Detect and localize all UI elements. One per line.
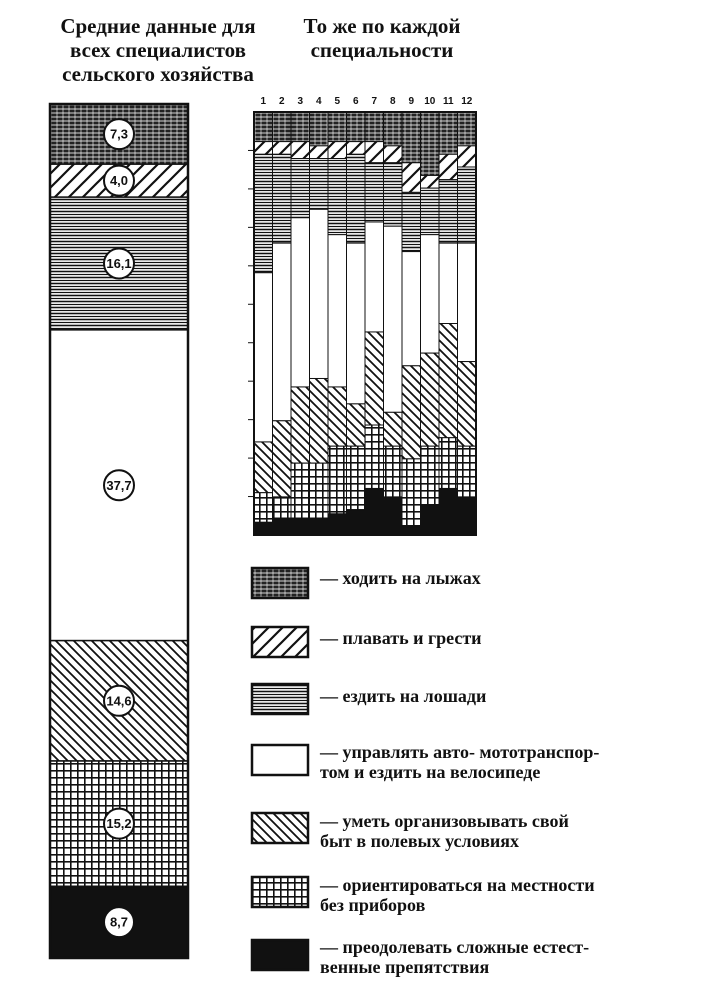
specialty-11-segment-camp: [439, 324, 458, 438]
specialty-2-segment-horse: [273, 154, 292, 243]
specialty-1-segment-orient: [254, 493, 273, 523]
specialty-10-segment-orient: [421, 446, 440, 505]
specialty-11-segment-swim: [439, 154, 458, 179]
specialty-11-segment-ski: [439, 112, 458, 154]
specialty-9-segment-camp: [402, 366, 421, 459]
specialty-5-segment-horse: [328, 159, 347, 235]
specialty-3-segment-swim: [291, 142, 310, 159]
specialty-9-segment-horse: [402, 192, 421, 251]
specialty-2-segment-swim: [273, 142, 292, 155]
specialty-12-segment-swim: [458, 146, 477, 167]
legend-swatch-camp: [252, 813, 308, 843]
specialty-12-segment-ski: [458, 112, 477, 146]
legend-label-orient: — ориентироваться на местности: [320, 875, 595, 895]
specialty-number-4: 4: [315, 96, 322, 107]
specialty-9-segment-ski: [402, 112, 421, 163]
specialty-11-segment-drive: [439, 243, 458, 323]
specialty-11-segment-obst: [439, 488, 458, 535]
legend-swatch-swim: [252, 627, 308, 657]
specialty-1-segment-horse: [254, 154, 273, 272]
legend-swatch-drive: [252, 745, 308, 775]
specialty-number-2: 2: [278, 96, 285, 107]
specialty-4-segment-swim: [310, 146, 329, 159]
specialty-5-segment-swim: [328, 142, 347, 159]
specialty-2-segment-drive: [273, 243, 292, 421]
legend-swatch-orient: [252, 877, 308, 907]
legend-swatch-horse: [252, 684, 308, 714]
specialty-4-segment-drive: [310, 209, 329, 378]
left-chart-title: Средние данные для всех специалистов сельского хозяйства: [60, 14, 256, 86]
specialty-1-segment-drive: [254, 273, 273, 442]
specialty-number-12: 12: [461, 96, 473, 107]
legend-label-drive-line2: том и ездить на велосипеде: [320, 762, 541, 782]
specialty-8-segment-camp: [384, 412, 403, 446]
specialty-3-segment-obst: [291, 518, 310, 535]
specialty-number-3: 3: [297, 96, 304, 107]
specialty-number-10: 10: [424, 96, 436, 107]
specialty-7-segment-obst: [365, 488, 384, 535]
specialty-5-segment-drive: [328, 235, 347, 387]
specialty-5-segment-obst: [328, 514, 347, 535]
specialty-6-segment-ski: [347, 112, 366, 142]
specialty-10-segment-horse: [421, 188, 440, 235]
specialty-7-segment-camp: [365, 332, 384, 425]
specialty-12-segment-orient: [458, 446, 477, 497]
specialty-6-segment-orient: [347, 446, 366, 509]
specialty-7-segment-ski: [365, 112, 384, 142]
specialty-1-segment-obst: [254, 522, 273, 535]
specialty-number-11: 11: [442, 96, 454, 107]
specialty-2-segment-obst: [273, 518, 292, 535]
specialty-1-segment-ski: [254, 112, 273, 142]
specialty-9-segment-drive: [402, 252, 421, 366]
specialty-8-segment-drive: [384, 226, 403, 412]
specialty-10-segment-drive: [421, 235, 440, 353]
specialty-4-segment-ski: [310, 112, 329, 146]
average-label-ski: 7,3: [109, 126, 129, 142]
legend-label-orient-line2: без приборов: [320, 895, 426, 915]
legend-swatch-obst: [252, 940, 308, 970]
specialty-3-segment-ski: [291, 112, 310, 142]
specialty-12-segment-horse: [458, 167, 477, 243]
specialty-number-7: 7: [371, 96, 378, 107]
specialty-number-1: 1: [260, 96, 267, 107]
specialty-7-segment-swim: [365, 142, 384, 163]
average-label-swim: 4,0: [109, 173, 129, 189]
specialty-11-segment-orient: [439, 438, 458, 489]
specialty-12-segment-obst: [458, 497, 477, 535]
specialty-9-segment-swim: [402, 163, 421, 193]
specialty-6-segment-drive: [347, 243, 366, 404]
specialty-9-segment-orient: [402, 459, 421, 527]
specialty-stacked-bars: [248, 96, 476, 535]
specialty-6-segment-camp: [347, 404, 366, 446]
specialty-number-6: 6: [352, 96, 359, 107]
legend-label-camp-line2: быт в полевых условиях: [320, 831, 520, 851]
average-label-drive: 37,7: [106, 477, 132, 493]
legend-label-obst-line2: венные препятствия: [320, 957, 490, 977]
specialty-7-segment-horse: [365, 163, 384, 222]
right-chart-title: То же по каждой специальности: [303, 14, 461, 62]
average-label-camp: 14,6: [106, 693, 132, 709]
specialty-3-segment-horse: [291, 159, 310, 218]
specialty-8-segment-ski: [384, 112, 403, 146]
specialty-3-segment-drive: [291, 218, 310, 387]
specialty-10-segment-swim: [421, 175, 440, 188]
legend-label-swim: — плавать и грести: [320, 628, 482, 648]
specialty-10-segment-obst: [421, 505, 440, 535]
specialty-9-segment-obst: [402, 527, 421, 535]
specialty-7-segment-orient: [365, 425, 384, 488]
legend-label-ski: — ходить на лыжах: [320, 568, 481, 588]
specialty-8-segment-horse: [384, 163, 403, 226]
specialty-4-segment-horse: [310, 159, 329, 210]
specialty-5-segment-orient: [328, 446, 347, 514]
specialty-12-segment-camp: [458, 362, 477, 447]
specialty-10-segment-ski: [421, 112, 440, 175]
average-label-orient: 15,2: [106, 816, 132, 832]
specialty-number-5: 5: [334, 96, 341, 107]
specialty-7-segment-drive: [365, 222, 384, 332]
specialty-4-segment-orient: [310, 463, 329, 518]
legend-label-horse: — ездить на лошади: [320, 686, 487, 706]
specialty-2-segment-ski: [273, 112, 292, 142]
specialty-number-8: 8: [389, 96, 396, 107]
specialty-8-segment-orient: [384, 446, 403, 497]
specialty-8-segment-obst: [384, 497, 403, 535]
specialty-1-segment-swim: [254, 142, 273, 155]
specialty-3-segment-orient: [291, 463, 310, 518]
specialty-4-segment-camp: [310, 378, 329, 463]
average-label-obst: 8,7: [109, 914, 129, 930]
legend-label-obst: — преодолевать сложные естест-: [320, 937, 590, 957]
specialty-3-segment-camp: [291, 387, 310, 463]
specialty-5-segment-ski: [328, 112, 347, 142]
specialty-11-segment-horse: [439, 180, 458, 243]
specialty-6-segment-horse: [347, 154, 366, 243]
legend-swatch-ski: [252, 568, 308, 598]
specialty-1-segment-camp: [254, 442, 273, 493]
legend-label-drive: — управлять авто- мототранспор-: [320, 742, 600, 762]
average-label-horse: 16,1: [106, 256, 132, 272]
specialty-6-segment-obst: [347, 510, 366, 535]
specialty-number-9: 9: [408, 96, 415, 107]
average-stacked-bar: [50, 104, 188, 958]
specialty-5-segment-camp: [328, 387, 347, 446]
legend-label-camp: — уметь организовывать свой: [320, 811, 569, 831]
specialty-8-segment-swim: [384, 146, 403, 163]
legend: [252, 568, 599, 977]
specialty-10-segment-camp: [421, 353, 440, 446]
specialty-2-segment-camp: [273, 421, 292, 497]
specialty-4-segment-obst: [310, 518, 329, 535]
specialty-2-segment-orient: [273, 497, 292, 518]
specialty-6-segment-swim: [347, 142, 366, 155]
specialty-12-segment-drive: [458, 243, 477, 361]
